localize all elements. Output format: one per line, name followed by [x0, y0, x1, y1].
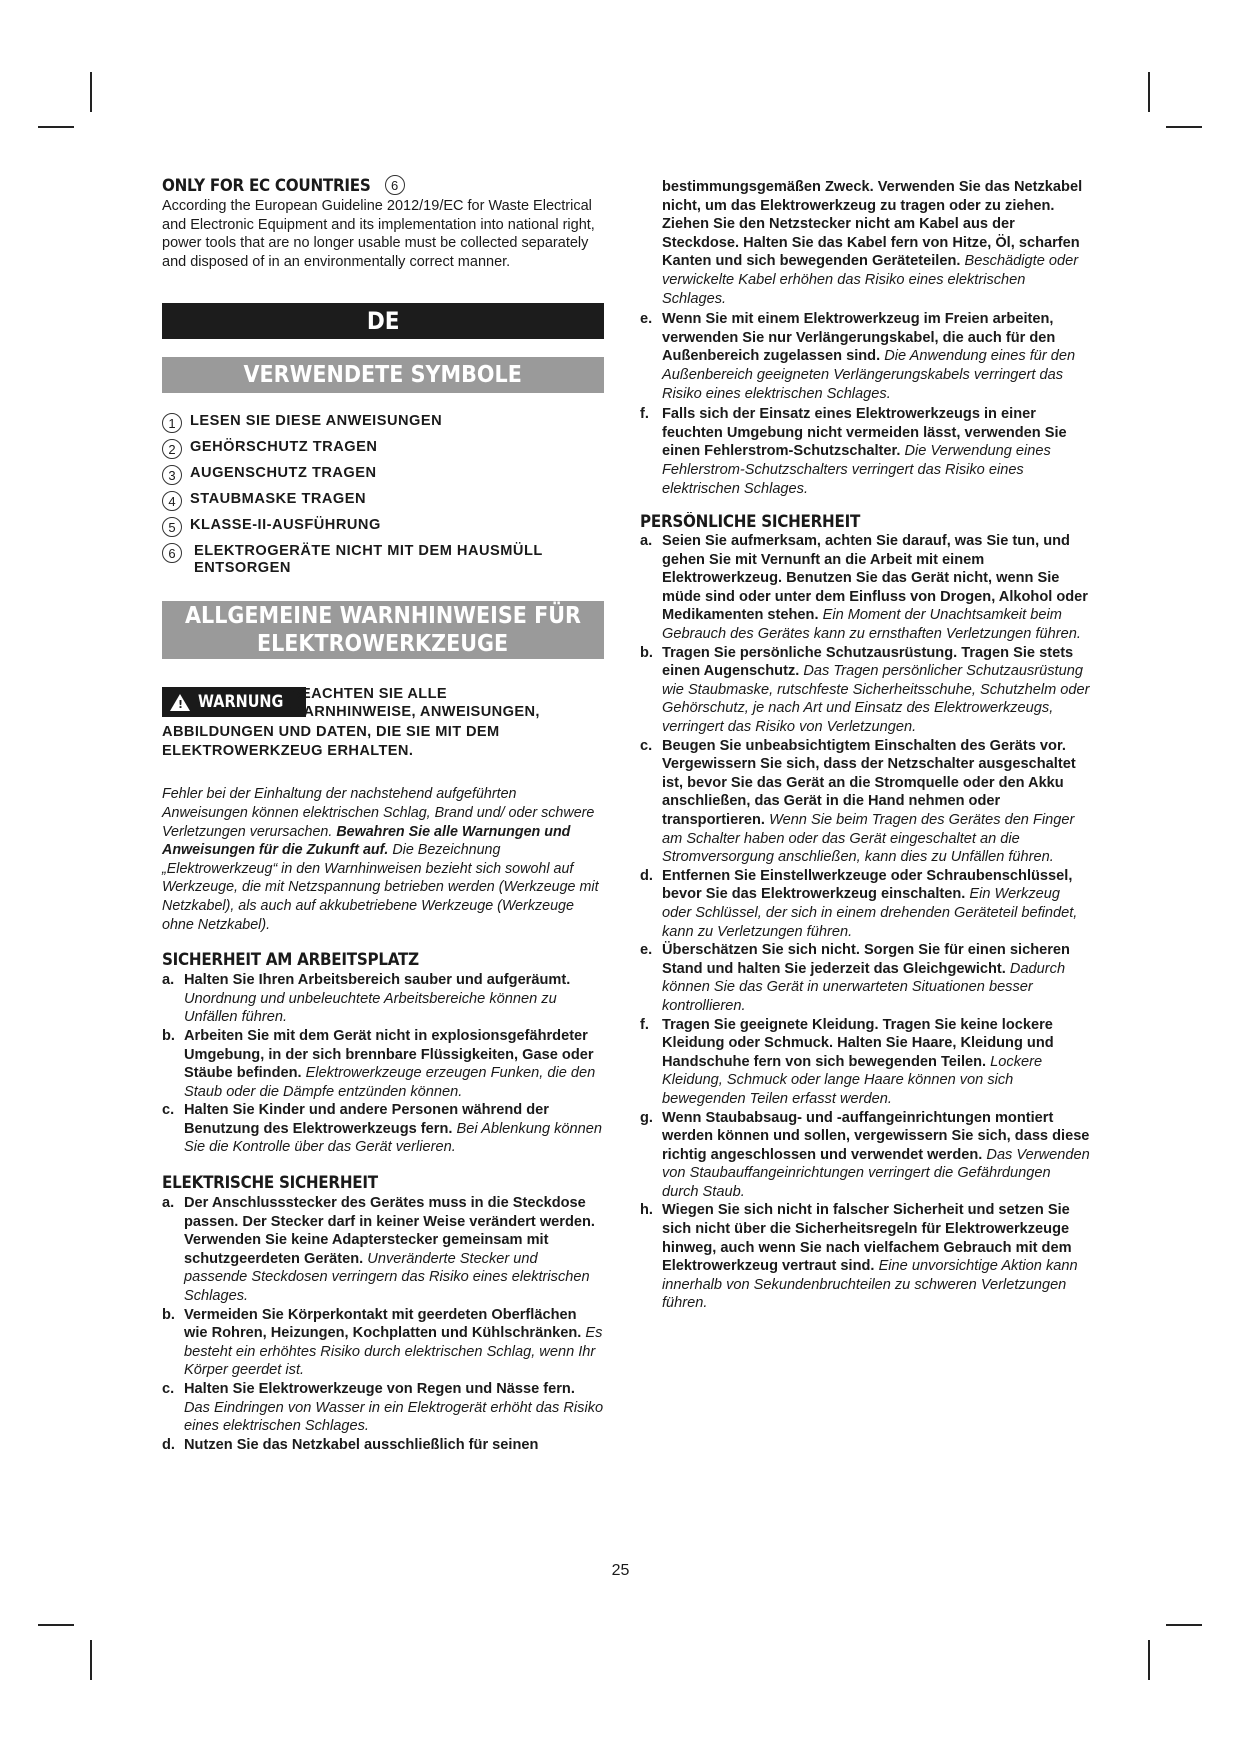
item-letter: e.	[640, 311, 653, 328]
item-letter: e.	[640, 942, 653, 959]
item-bold: Wenn Staubabsaug- und -auffangeinrichtungen montiert werden können und sollen, vergewissern Sie sich, dass diese richtig angeschlossen und verwendet werden.	[662, 1109, 1090, 1163]
symbol-label: GEHÖRSCHUTZ TRAGEN	[190, 439, 378, 456]
item-bold: Tragen Sie persönliche Schutzausrüstung. Tragen Sie stets einen Augenschutz.	[662, 644, 1074, 680]
list-item	[640, 941, 1090, 1015]
symbols-band-label: VERWENDETE SYMBOLE	[243, 362, 523, 389]
item-letter: h.	[640, 1202, 653, 1219]
warning-text-b: WARNHINWEISE, ANWEISUNGEN,	[290, 704, 540, 721]
item-letter: b.	[162, 1306, 175, 1323]
symbol-number-icon: 4	[162, 491, 182, 511]
symbol-label: STAUBMASKE TRAGEN	[190, 491, 367, 508]
list-item	[162, 1306, 604, 1380]
warning-label: WARNUNG	[198, 692, 284, 713]
lang-band	[162, 303, 604, 339]
symbol-label: LESEN SIE DIESE ANWEISUNGEN	[190, 413, 443, 430]
continued-item	[640, 178, 1090, 308]
item-italic: Bei Ablenkung können Sie die Kontrolle über das Gerät verlieren.	[184, 1120, 602, 1156]
item-italic: Dadurch können Sie das Gerät in unerwarteten Situationen besser kontrollieren.	[662, 960, 1066, 1014]
item-italic: Das Eindringen von Wasser in ein Elektrogerät erhöht das Risiko eines elektrischen Schlages.	[184, 1399, 604, 1435]
elec-items	[162, 1194, 604, 1454]
symbol-item	[162, 413, 604, 439]
item-italic: Ein Werkzeug oder Schlüssel, der sich in einem drehenden Geräteteil befindet, kann zu Verletzungen führen.	[662, 886, 1078, 940]
item-letter: d.	[640, 867, 653, 884]
item-bold: Wiegen Sie sich nicht in falscher Sicherheit und setzen Sie sich nicht über die Sicherheitsregeln für Elektrowerkzeuge hinweg, auch wenn Sie nach vielfachem Gebrauch mit dem Elektrowerkzeug vertraut sind.	[662, 1202, 1072, 1275]
item-italic: Es besteht ein erhöhtes Risiko durch elektrischen Schlag, wenn Ihr Körper geerdet ist.	[184, 1325, 603, 1379]
item-italic: Wenn Sie beim Tragen des Gerätes den Finger am Schalter haben oder das Gerät eingeschaltet an die Stromversorgung anschließen, kann dies zu Unfällen führen.	[662, 812, 1075, 866]
intro-text-2: Die Bezeichnung „Elektrowerkzeug“ in den Warnhinweisen bezieht sich sowohl auf Werkzeuge, die mit Netzspannung betrieben werden (Werkzeuge mit Netzkabel), als auch auf akkubetriebene Werkzeuge (Werkzeuge ohne Netzkabel).	[162, 842, 599, 933]
ec-heading-row	[162, 174, 604, 196]
general-band-line-1: ALLGEMEINE WARNHINWEISE FÜR	[185, 603, 581, 630]
list-item	[640, 1016, 1090, 1109]
warning-text-c: ABBILDUNGEN UND DATEN, DIE SIE MIT DEM ELEKTROWERKZEUG ERHALTEN.	[162, 724, 500, 759]
personal-heading: PERSÖNLICHE SICHERHEIT	[640, 512, 861, 532]
lang-band-label: DE	[366, 307, 400, 336]
continued-bold: bestimmungsgemäßen Zweck. Verwenden Sie das Netzkabel nicht, um das Elektrowerkzeug zu tragen oder zu ziehen. Ziehen Sie den Netzstecker nicht am Kabel aus der Steckdose. Halten Sie das Kabel fern von Hitze, Öl, scharfen Kanten und sich bewegenden Geräteteilen.	[662, 179, 1083, 270]
ec-heading: ONLY FOR EC COUNTRIES	[162, 175, 371, 195]
warning-text-a: BEACHTEN SIE ALLE	[290, 686, 448, 703]
symbol-item	[162, 465, 604, 491]
item-letter: f.	[640, 1016, 649, 1033]
item-italic: Die Verwendung eines Fehlerstrom-Schutzschalters verringert das Risiko eines elektrischen Schlages.	[662, 443, 1051, 497]
item-bold: Falls sich der Einsatz eines Elektrowerkzeugs in einer feuchten Umgebung nicht vermeiden lässt, verwenden Sie einen Fehlerstrom-Schutzschalter.	[662, 406, 1067, 460]
item-letter: a.	[640, 533, 653, 550]
list-item	[640, 737, 1090, 867]
item-letter: c.	[162, 1381, 175, 1397]
item-bold: Überschätzen Sie sich nicht. Sorgen Sie für einen sicheren Stand und halten Sie jederzeit das Gleichgewicht.	[662, 942, 1070, 977]
list-item	[640, 310, 1090, 403]
symbol-item	[162, 543, 604, 577]
item-italic: Das Verwenden von Staubauffangeinrichtungen verringert die Gefährdungen durch Staub.	[662, 1146, 1090, 1200]
symbol-label: KLASSE-II-AUSFÜHRUNG	[190, 517, 381, 534]
list-item	[640, 532, 1090, 644]
symbol-6-icon: 6	[385, 175, 405, 195]
symbol-item	[162, 491, 604, 517]
item-bold: Tragen Sie geeignete Kleidung. Tragen Sie keine lockere Kleidung oder Schmuck. Halten Sie Haare, Kleidung und Handschuhe fern von sich bewegenden Teilen.	[662, 1016, 1054, 1070]
elec-heading: ELEKTRISCHE SICHERHEIT	[162, 1173, 378, 1193]
list-item	[640, 867, 1090, 941]
symbol-item	[162, 517, 604, 543]
crop-mark	[90, 1640, 92, 1680]
item-bold: Halten Sie Ihren Arbeitsbereich sauber und aufgeräumt.	[184, 972, 571, 989]
item-italic: Die Anwendung eines für den Außenbereich geeigneten Verlängerungskabels verringert das Risiko eines elektrischen Schlages.	[662, 348, 1076, 402]
symbol-item	[162, 439, 604, 465]
crop-mark	[38, 126, 74, 128]
item-letter: g.	[640, 1109, 653, 1126]
item-bold: Halten Sie Elektrowerkzeuge von Regen und Nässe fern.	[184, 1381, 575, 1397]
list-item	[162, 971, 604, 1027]
item-letter: c.	[640, 737, 653, 754]
intro-text-1: Fehler bei der Einhaltung der nachstehend aufgeführten Anweisungen können elektrischen Schlag, Brand und/ oder schwere Verletzungen verursachen.	[162, 786, 595, 840]
crop-mark	[90, 72, 92, 112]
ec-text: According the European Guideline 2012/19/EC for Waste Electrical and Electronic Equipment and its implementation into national right, power tools that are no longer usable must be collected separately and disposed of in an environmentally correct manner.	[162, 198, 595, 270]
intro-bold: Bewahren Sie alle Warnungen und Anweisungen für die Zukunft auf.	[162, 823, 571, 859]
item-letter: b.	[162, 1027, 175, 1044]
item-bold: Halten Sie Kinder und andere Personen während der Benutzung des Elektrowerkzeugs fern.	[184, 1102, 549, 1137]
list-item	[640, 1201, 1090, 1313]
item-italic: Das Tragen persönlicher Schutzausrüstung wie Staubmaske, rutschfeste Sicherheitsschuhe, Schutzhelm oder Gehörschutz, je nach Art und Einsatz des Elektrowerkzeugs, verringert das Risiko von Verletzungen.	[662, 663, 1090, 736]
left-column	[162, 174, 604, 1454]
item-letter: a.	[162, 972, 175, 989]
item-bold: Arbeiten Sie mit dem Gerät nicht in explosionsgefährdeter Umgebung, in der sich brennbare Flüssigkeiten, Gase oder Stäube befinden.	[184, 1027, 594, 1082]
crop-mark	[1148, 72, 1150, 112]
item-indent	[640, 178, 662, 308]
item-bold: Beugen Sie unbeabsichtigtem Einschalten des Geräts vor. Vergewissern Sie sich, dass der Netzschalter ausgeschaltet ist, bevor Sie das Gerät an die Stromquelle oder den Akku anschließen, das Gerät in die Hand nehmen oder transportieren.	[662, 737, 1076, 828]
general-band	[162, 601, 604, 659]
crop-mark	[1148, 1640, 1150, 1680]
list-item	[162, 1194, 604, 1306]
crop-mark	[38, 1624, 74, 1626]
item-italic: Eine unvorsichtige Aktion kann innerhalb von Sekundenbruchteilen zu schweren Verletzungen führen.	[662, 1258, 1078, 1312]
elec-items-cont	[640, 310, 1090, 498]
personal-items	[640, 532, 1090, 1313]
page-number: 25	[611, 1562, 630, 1579]
item-italic: Elektrowerkzeuge erzeugen Funken, die den Staub oder die Dämpfe entzünden können.	[184, 1065, 596, 1100]
item-letter: a.	[162, 1195, 175, 1212]
item-italic: Lockere Kleidung, Schmuck oder lange Haare können von sich bewegenden Teilen erfasst werden.	[662, 1053, 1043, 1107]
symbol-number-icon: 1	[162, 413, 182, 433]
list-item	[162, 1380, 604, 1436]
list-item	[162, 1101, 604, 1157]
list-item	[162, 1436, 604, 1455]
warning-badge	[162, 687, 306, 717]
list-item	[162, 1027, 604, 1101]
intro-paragraph	[162, 785, 604, 934]
warning-block	[162, 685, 604, 763]
item-italic: Unordnung und unbeleuchtete Arbeitsbereiche können zu Unfällen führen.	[184, 990, 557, 1026]
list-item	[640, 644, 1090, 737]
symbols-band	[162, 357, 604, 393]
general-band-line-2: ELEKTROWERKZEUGE	[257, 631, 509, 658]
symbol-number-icon: 5	[162, 517, 182, 537]
right-column	[640, 178, 1090, 1313]
crop-mark	[1166, 1624, 1202, 1626]
warning-triangle-icon: !	[170, 694, 190, 711]
symbol-number-icon: 2	[162, 439, 182, 459]
item-letter: d.	[162, 1436, 175, 1453]
item-letter: b.	[640, 644, 653, 661]
item-letter: f.	[640, 406, 649, 423]
item-bold: Wenn Sie mit einem Elektrowerkzeug im Freien arbeiten, verwenden Sie nur Verlängerungskabel, die auch für den Außenbereich zugelassen sind.	[662, 311, 1056, 365]
crop-mark	[1166, 126, 1202, 128]
item-bold: Entfernen Sie Einstellwerkzeuge oder Schraubenschlüssel, bevor Sie das Elektrowerkzeug einschalten.	[662, 867, 1073, 903]
work-items	[162, 971, 604, 1157]
symbol-number-icon: 6	[162, 543, 182, 563]
warning-text-top	[290, 685, 540, 721]
item-bold: Seien Sie aufmerksam, achten Sie darauf, was Sie tun, und gehen Sie mit Vernunft an die Arbeit mit einem Elektrowerkzeug. Benutzen Sie das Gerät nicht, wenn Sie müde sind oder unter dem Einfluss von Drogen, Alkohol oder Medikamenten stehen.	[662, 533, 1088, 624]
item-bold: Vermeiden Sie Körperkontakt mit geerdeten Oberflächen wie Rohren, Heizungen, Kochplatten und Kühlschränken.	[184, 1306, 582, 1342]
symbol-label: ELEKTROGERÄTE NICHT MIT DEM HAUSMÜLL ENTSORGEN	[194, 543, 543, 577]
item-italic: Unveränderte Stecker und passende Steckdosen verringern das Risiko eines elektrischen Schlages.	[184, 1250, 590, 1305]
list-item	[640, 1109, 1090, 1202]
symbols-list	[162, 413, 604, 577]
symbol-label: AUGENSCHUTZ TRAGEN	[190, 465, 377, 482]
list-item	[640, 405, 1090, 498]
item-letter: c.	[162, 1102, 175, 1119]
item-bold: Nutzen Sie das Netzkabel ausschließlich für seinen	[184, 1436, 539, 1453]
item-bold: Der Anschlussstecker des Gerätes muss in die Steckdose passen. Der Stecker darf in keiner Weise verändert werden. Verwenden Sie keine Adapterstecker gemeinsam mit schutzgeerdeten Geräten.	[184, 1195, 595, 1267]
symbol-number-icon: 3	[162, 465, 182, 485]
item-italic: Ein Moment der Unachtsamkeit beim Gebrauch des Gerätes kann zu ernsthaften Verletzungen führen.	[662, 607, 1081, 643]
work-heading: SICHERHEIT AM ARBEITSPLATZ	[162, 950, 419, 970]
continued-italic: Beschädigte oder verwickelte Kabel erhöhen das Risiko eines elektrischen Schlages.	[662, 253, 1079, 307]
